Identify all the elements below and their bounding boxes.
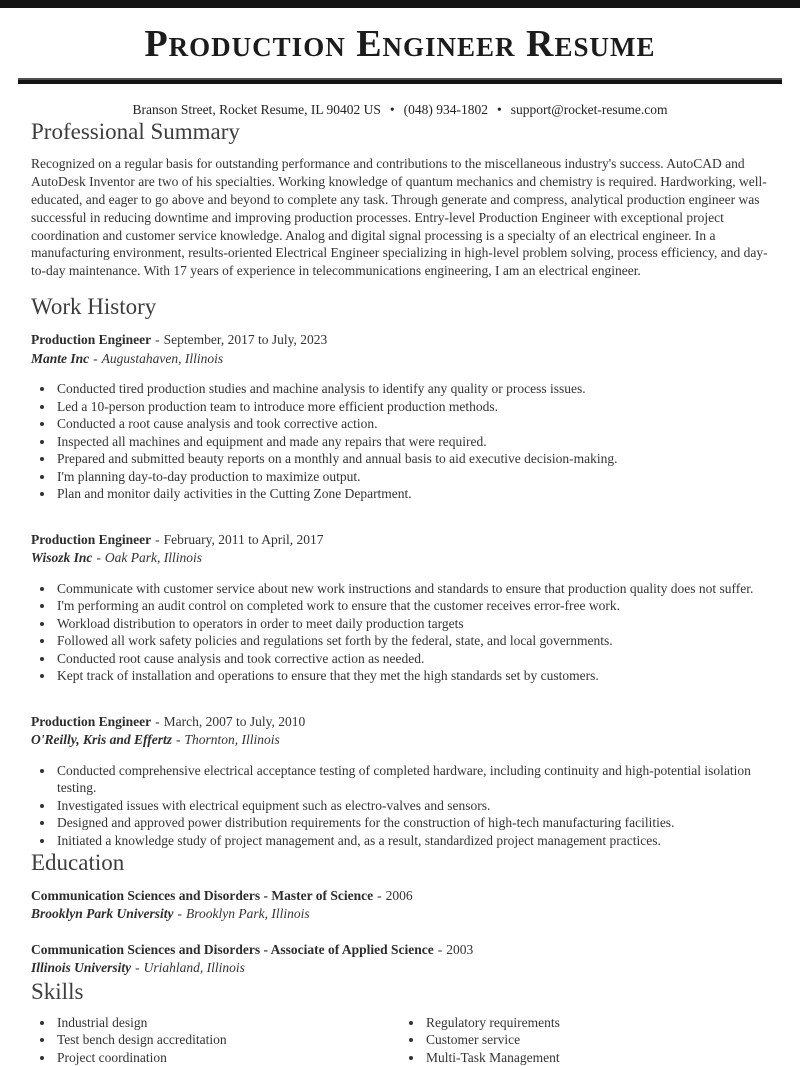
contact-separator: • [497,101,502,117]
job-entry [31,713,769,850]
job-duty: • Kept track of installation and operations to ensure that they met the high standards set by customers. [55,667,769,685]
job-duty: • Followed all work safety policies and regulations set forth by the federal, state, and local governments. [55,632,769,650]
job-duty: • I'm performing an audit control on completed work to ensure that the customer receives error-free work. [55,597,769,615]
education-year: 2006 [385,887,413,903]
job-dates: February, 2011 to April, 2017 [163,531,324,547]
job-duty: • Investigated issues with electrical equipment such as electro-valves and sensors. [55,797,769,815]
dash-separator: - [155,713,160,729]
job-duty: • Plan and monitor daily activities in the Cutting Zone Department. [55,485,769,503]
job-company: Wisozk Inc [31,550,93,566]
education-entry [31,941,769,978]
job-duties-list [31,762,769,850]
education-location: Brooklyn Park, Illinois [186,906,310,922]
education-location: Uriahland, Illinois [143,960,245,976]
job-title-line [31,713,769,732]
job-location: Oak Park, Illinois [104,550,203,566]
dash-separator: - [176,732,181,748]
dash-separator: - [135,960,140,976]
contact-address: Branson Street, Rocket Resume, IL 90402 US [132,101,381,117]
education-school-line [31,959,769,978]
skill-item: • Project coordination [55,1049,400,1066]
job-title: Production Engineer [31,332,152,348]
skills-list-left [31,1014,400,1066]
job-duty: • Initiated a knowledge study of project management and, as a result, standardized project management practices. [55,832,769,850]
education-program: Communication Sciences and Disorders - Associate of Applied Science [31,941,434,957]
job-title-line [31,531,769,550]
job-location: Augustahaven, Illinois [101,350,224,366]
job-duty: • I'm planning day-to-day production to maximize output. [55,468,769,486]
job-duty: • Inspected all machines and equipment and made any repairs that were required. [55,433,769,451]
summary-paragraph: Recognized on a regular basis for outstanding performance and contributions to the miscellaneous industry's success. AutoCAD and AutoDesk Inventor are two of his specialties. Working knowledge of quantum mechanics and chemistry is required. Hardworking, well-educated, and eager to go above and beyond to complete any task. Through generate and compress, analytical production engineer was successful in reducing downtime and improving production processes. Entry-level Production Engineer with exceptional project coordination and customer service knowledge. Analog and digital signal processing is a specialty of an electrical engineer. In a manufacturing environment, results-oriented Electrical Engineer specializing in high-level problem solving, process efficiency, and day-to-day maintenance. With 17 years of experience in telecommunications engineering, I am an electrical engineer. [31,156,768,279]
contact-line [0,102,800,118]
education-school: Brooklyn Park University [31,906,174,922]
education-entry [31,887,769,924]
job-title: Production Engineer [31,713,152,729]
education-program: Communication Sciences and Disorders - Master of Science [31,887,374,903]
education-program-line [31,941,769,960]
job-title-line [31,331,769,350]
skill-item: • Industrial design [55,1014,400,1032]
resume-title: Production Engineer Resume [144,23,656,65]
resume-body [0,118,800,1066]
job-entry [31,331,769,503]
skills-heading: Skills [31,978,84,1004]
dash-separator: - [93,350,98,366]
job-title: Production Engineer [31,531,152,547]
job-dates: March, 2007 to July, 2010 [163,713,306,729]
summary-heading: Professional Summary [31,118,240,144]
job-company-line [31,731,769,750]
education-program-line [31,887,769,906]
job-duties-list [31,380,769,503]
dash-separator: - [377,887,382,903]
job-company: O'Reilly, Kris and Effertz [31,732,173,748]
skill-item: • Test bench design accreditation [55,1031,400,1049]
contact-email: support@rocket-resume.com [510,101,668,117]
work-history-heading: Work History [31,294,157,320]
dash-separator: - [437,941,443,957]
dash-separator: - [177,906,183,922]
job-entry [31,531,769,685]
education-year: 2003 [446,941,474,957]
job-company-line [31,350,769,369]
education-heading: Education [31,850,125,876]
skills-list-right [400,1014,769,1066]
job-duties-list [31,580,769,685]
dash-separator: - [155,531,160,547]
job-duty: • Workload distribution to operators in order to meet daily production targets [55,615,769,633]
job-duty: • Conducted comprehensive electrical acceptance testing of completed hardware, including continuity and high-potential isolation testing. [55,762,769,797]
job-location: Thornton, Illinois [184,732,280,748]
skill-item: • Regulatory requirements [424,1014,769,1032]
job-duty: • Conducted root cause analysis and took corrective action as needed. [55,650,769,668]
contact-phone: (048) 934-1802 [403,101,489,117]
job-duty: • Conducted tired production studies and machine analysis to identify any quality or process issues. [55,380,769,398]
education-school-line [31,905,769,924]
skill-item: • Customer service [424,1031,769,1049]
contact-separator: • [389,101,395,117]
title-divider [18,78,782,84]
job-duty: • Prepared and submitted beauty reports on a monthly and annual basis to aid executive decision-making. [55,450,769,468]
job-duty: • Led a 10-person production team to introduce more efficient production methods. [55,398,769,416]
education-school: Illinois University [31,960,132,976]
page-top-border [0,0,800,8]
skills-columns [31,1007,769,1066]
dash-separator: - [155,332,160,348]
job-company: Mante Inc [31,350,90,366]
job-company-line [31,549,769,568]
job-duty: • Conducted a root cause analysis and took corrective action. [55,415,769,433]
job-duty: • Communicate with customer service about new work instructions and standards to ensure that production quality does not suffer. [55,580,769,598]
job-dates: September, 2017 to July, 2023 [163,332,328,348]
skill-item: • Multi-Task Management [424,1049,769,1066]
dash-separator: - [96,550,101,566]
job-duty: • Designed and approved power distribution requirements for the construction of high-tech manufacturing facilities. [55,814,769,832]
